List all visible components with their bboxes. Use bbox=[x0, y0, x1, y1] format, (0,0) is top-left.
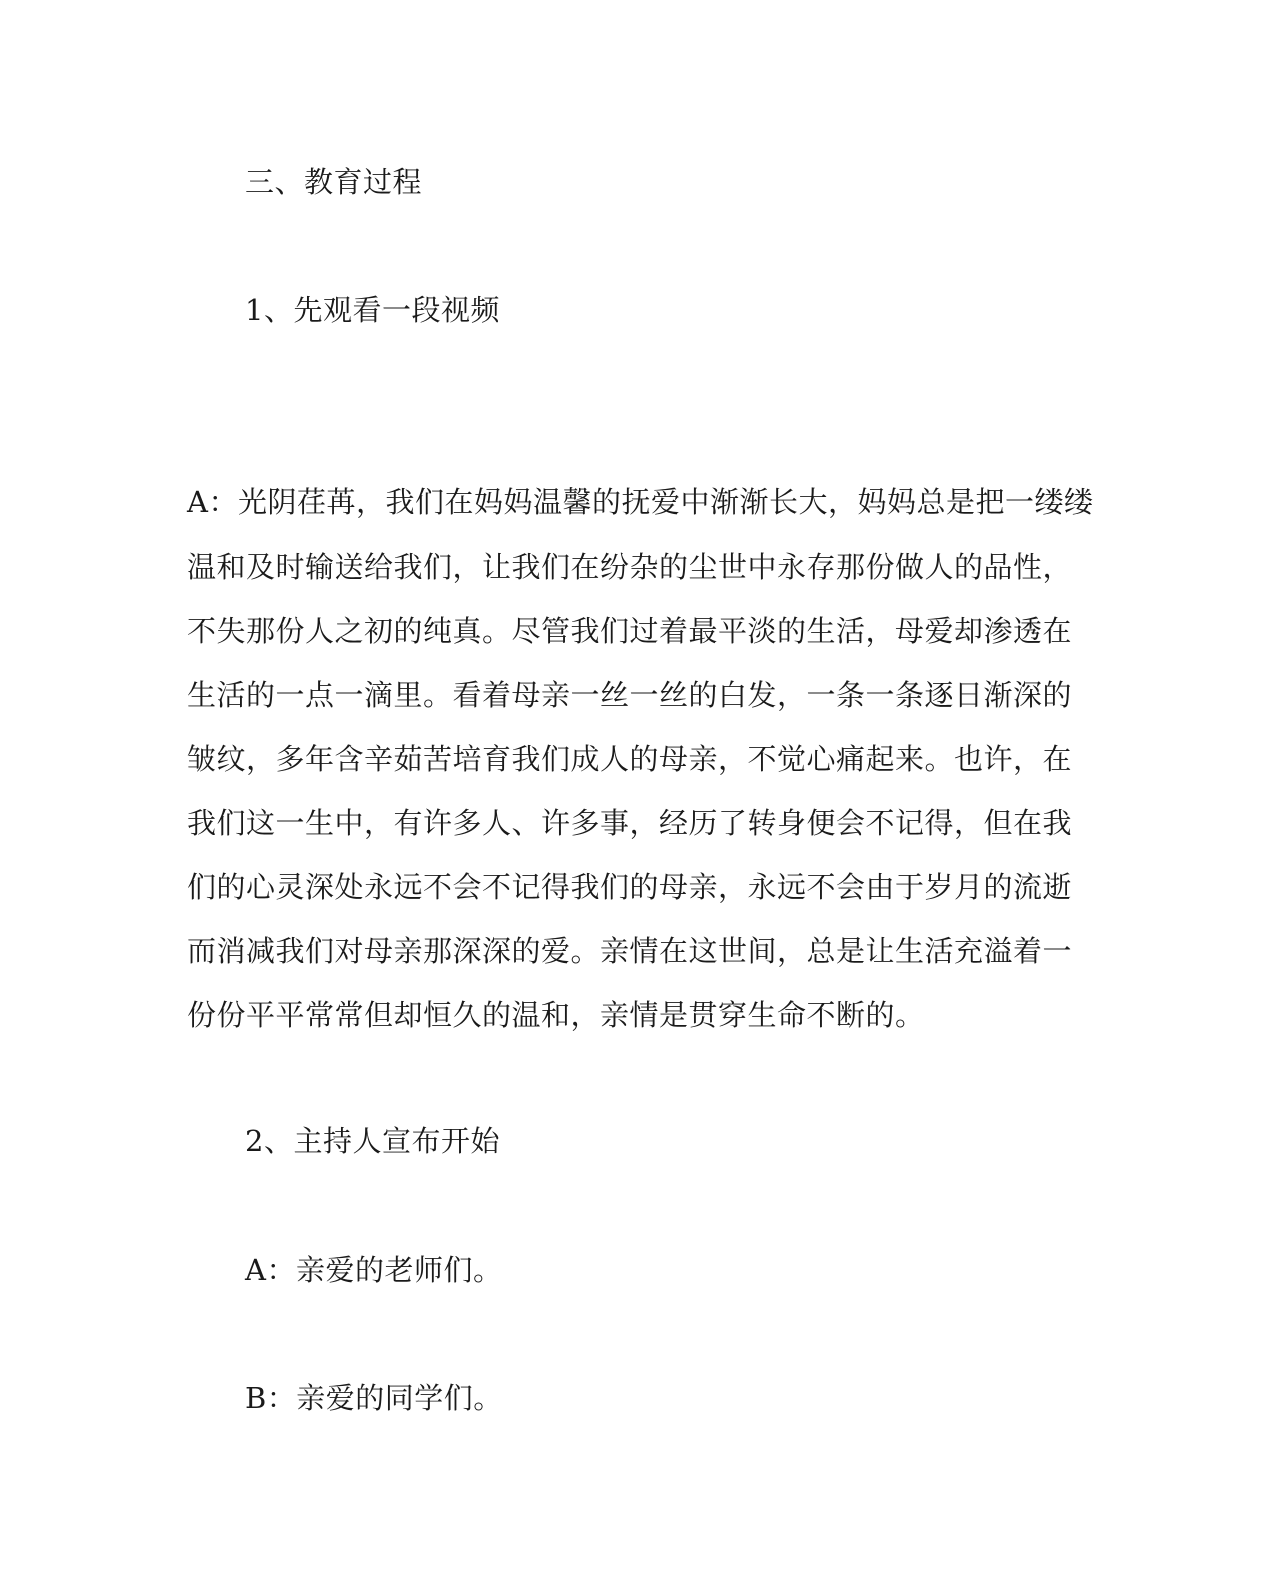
list-item-host-announce: 2、主持人宣布开始 bbox=[245, 1124, 500, 1158]
dialogue-line-a: A：亲爱的老师们。 bbox=[245, 1253, 503, 1287]
paragraph-line: 而消减我们对母亲那深深的爱。亲情在这世间，总是让生活充溢着一 bbox=[187, 934, 1073, 968]
paragraph-line: 不失那份人之初的纯真。尽管我们过着最平淡的生活，母爱却渗透在 bbox=[187, 614, 1073, 648]
paragraph-line: A：光阴荏苒，我们在妈妈温馨的抚爱中渐渐长大，妈妈总是把一缕缕 bbox=[187, 485, 1094, 519]
paragraph-line: 皱纹，多年含辛茹苦培育我们成人的母亲，不觉心痛起来。也许，在 bbox=[187, 742, 1073, 776]
paragraph-line: 我们这一生中，有许多人、许多事，经历了转身便会不记得，但在我 bbox=[187, 806, 1073, 840]
paragraph-line: 温和及时输送给我们，让我们在纷杂的尘世中永存那份做人的品性， bbox=[187, 550, 1073, 584]
paragraph-line: 生活的一点一滴里。看着母亲一丝一丝的白发，一条一条逐日渐深的 bbox=[187, 678, 1073, 712]
paragraph-line: 们的心灵深处永远不会不记得我们的母亲，永远不会由于岁月的流逝 bbox=[187, 870, 1073, 904]
paragraph-line: 份份平平常常但却恒久的温和，亲情是贯穿生命不断的。 bbox=[187, 998, 925, 1032]
section-heading: 三、教育过程 bbox=[245, 165, 423, 199]
dialogue-line-b: B：亲爱的同学们。 bbox=[245, 1381, 503, 1415]
list-item-watch-video: 1、先观看一段视频 bbox=[245, 293, 500, 327]
